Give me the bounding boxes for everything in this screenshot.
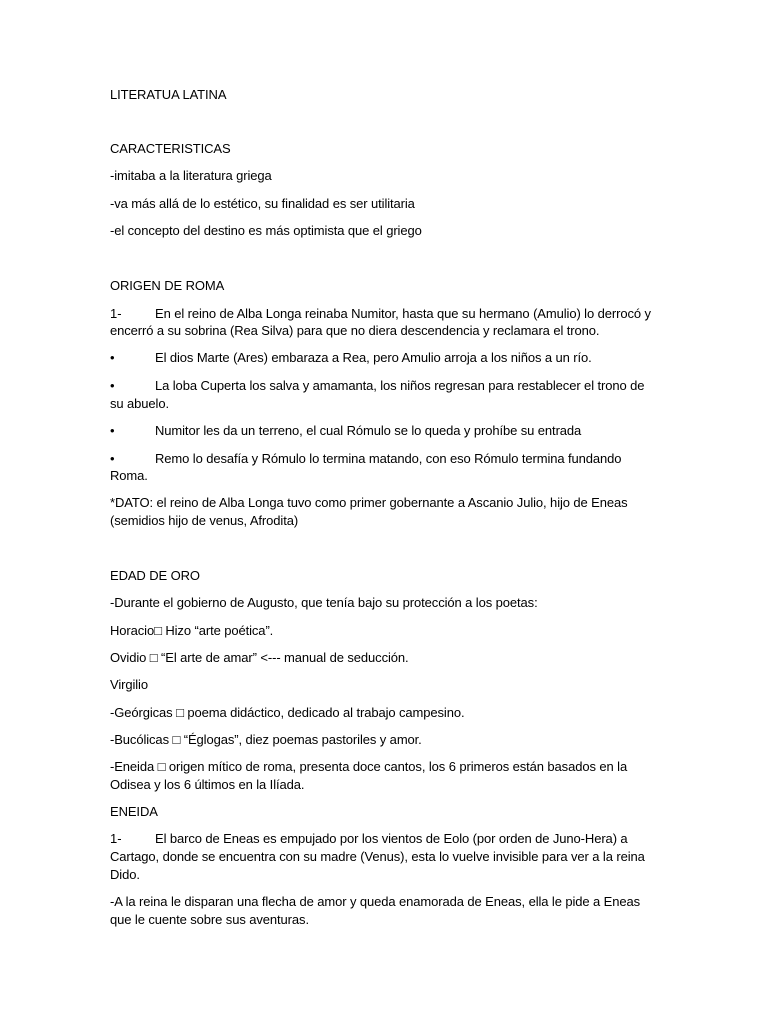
georgicas-line: -Geórgicas □ poema didáctico, dedicado al trabajo campesino. <box>110 705 465 720</box>
eneida-heading: ENEIDA <box>110 804 158 819</box>
document-title: LITERATUA LATINA <box>110 87 227 102</box>
bullet-marker: • <box>110 378 115 393</box>
bullet-marker: • <box>110 451 115 466</box>
eneida-summary-line2: Odisea y los 6 últimos en la Ilíada. <box>110 777 305 792</box>
origen-bullet-line1: Numitor les da un terreno, el cual Rómulo se lo queda y prohíbe su entrada <box>155 423 582 438</box>
bullet-marker: • <box>110 350 115 365</box>
list-marker: 1- <box>110 306 122 321</box>
origen-bullet-line1: El dios Marte (Ares) embaraza a Rea, pero Amulio arroja a los niños a un río. <box>155 350 592 365</box>
origen-heading: ORIGEN DE ROMA <box>110 278 225 293</box>
origen-item1-line1: En el reino de Alba Longa reinaba Numitor, hasta que su hermano (Amulio) lo derrocó y <box>155 306 651 321</box>
eneida-item1-line3: Dido. <box>110 867 140 882</box>
origen-bullet-line1: La loba Cuperta los salva y amamanta, los niños regresan para restablecer el trono de <box>155 378 645 393</box>
eneida-p2-line1: -A la reina le disparan una flecha de amor y queda enamorada de Eneas, ella le pide a Eneas <box>110 894 641 909</box>
edad-oro-heading: EDAD DE ORO <box>110 568 200 583</box>
virgilio-line: Virgilio <box>110 677 148 692</box>
horacio-line: Horacio□ Hizo “arte poética”. <box>110 623 274 638</box>
dato-line2: (semidios hijo de venus, Afrodita) <box>110 513 299 528</box>
origen-bullet-line2: Roma. <box>110 468 148 483</box>
origen-bullet-line2: su abuelo. <box>110 396 169 411</box>
edad-oro-intro: -Durante el gobierno de Augusto, que tenía bajo su protección a los poetas: <box>110 595 538 610</box>
bucolicas-line: -Bucólicas □ “Églogas”, diez poemas pastoriles y amor. <box>110 732 422 747</box>
eneida-p2-line2: que le cuente sobre sus aventuras. <box>110 912 309 927</box>
ovidio-line: Ovidio □ “El arte de amar” <--- manual de seducción. <box>110 650 409 665</box>
list-marker: 1- <box>110 831 122 846</box>
caracteristicas-heading: CARACTERISTICAS <box>110 141 231 156</box>
origen-bullet-line1: Remo lo desafía y Rómulo lo termina matando, con eso Rómulo termina fundando <box>155 451 622 466</box>
eneida-item1-line1: El barco de Eneas es empujado por los vientos de Eolo (por orden de Juno-Hera) a <box>155 831 628 846</box>
dato-line1: *DATO: el reino de Alba Longa tuvo como primer gobernante a Ascanio Julio, hijo de Eneas <box>110 495 628 510</box>
caracteristica-item: -el concepto del destino es más optimista que el griego <box>110 223 422 238</box>
eneida-summary-line1: -Eneida □ origen mítico de roma, presenta doce cantos, los 6 primeros están basados en la <box>110 759 628 774</box>
caracteristica-item: -imitaba a la literatura griega <box>110 168 272 183</box>
bullet-marker: • <box>110 423 115 438</box>
caracteristica-item: -va más allá de lo estético, su finalidad es ser utilitaria <box>110 196 415 211</box>
origen-item1-line2: encerró a su sobrina (Rea Silva) para que no diera descendencia y reclamara el trono. <box>110 323 600 338</box>
eneida-item1-line2: Cartago, donde se encuentra con su madre (Venus), esta lo vuelve invisible para ver a la reina <box>110 849 645 864</box>
